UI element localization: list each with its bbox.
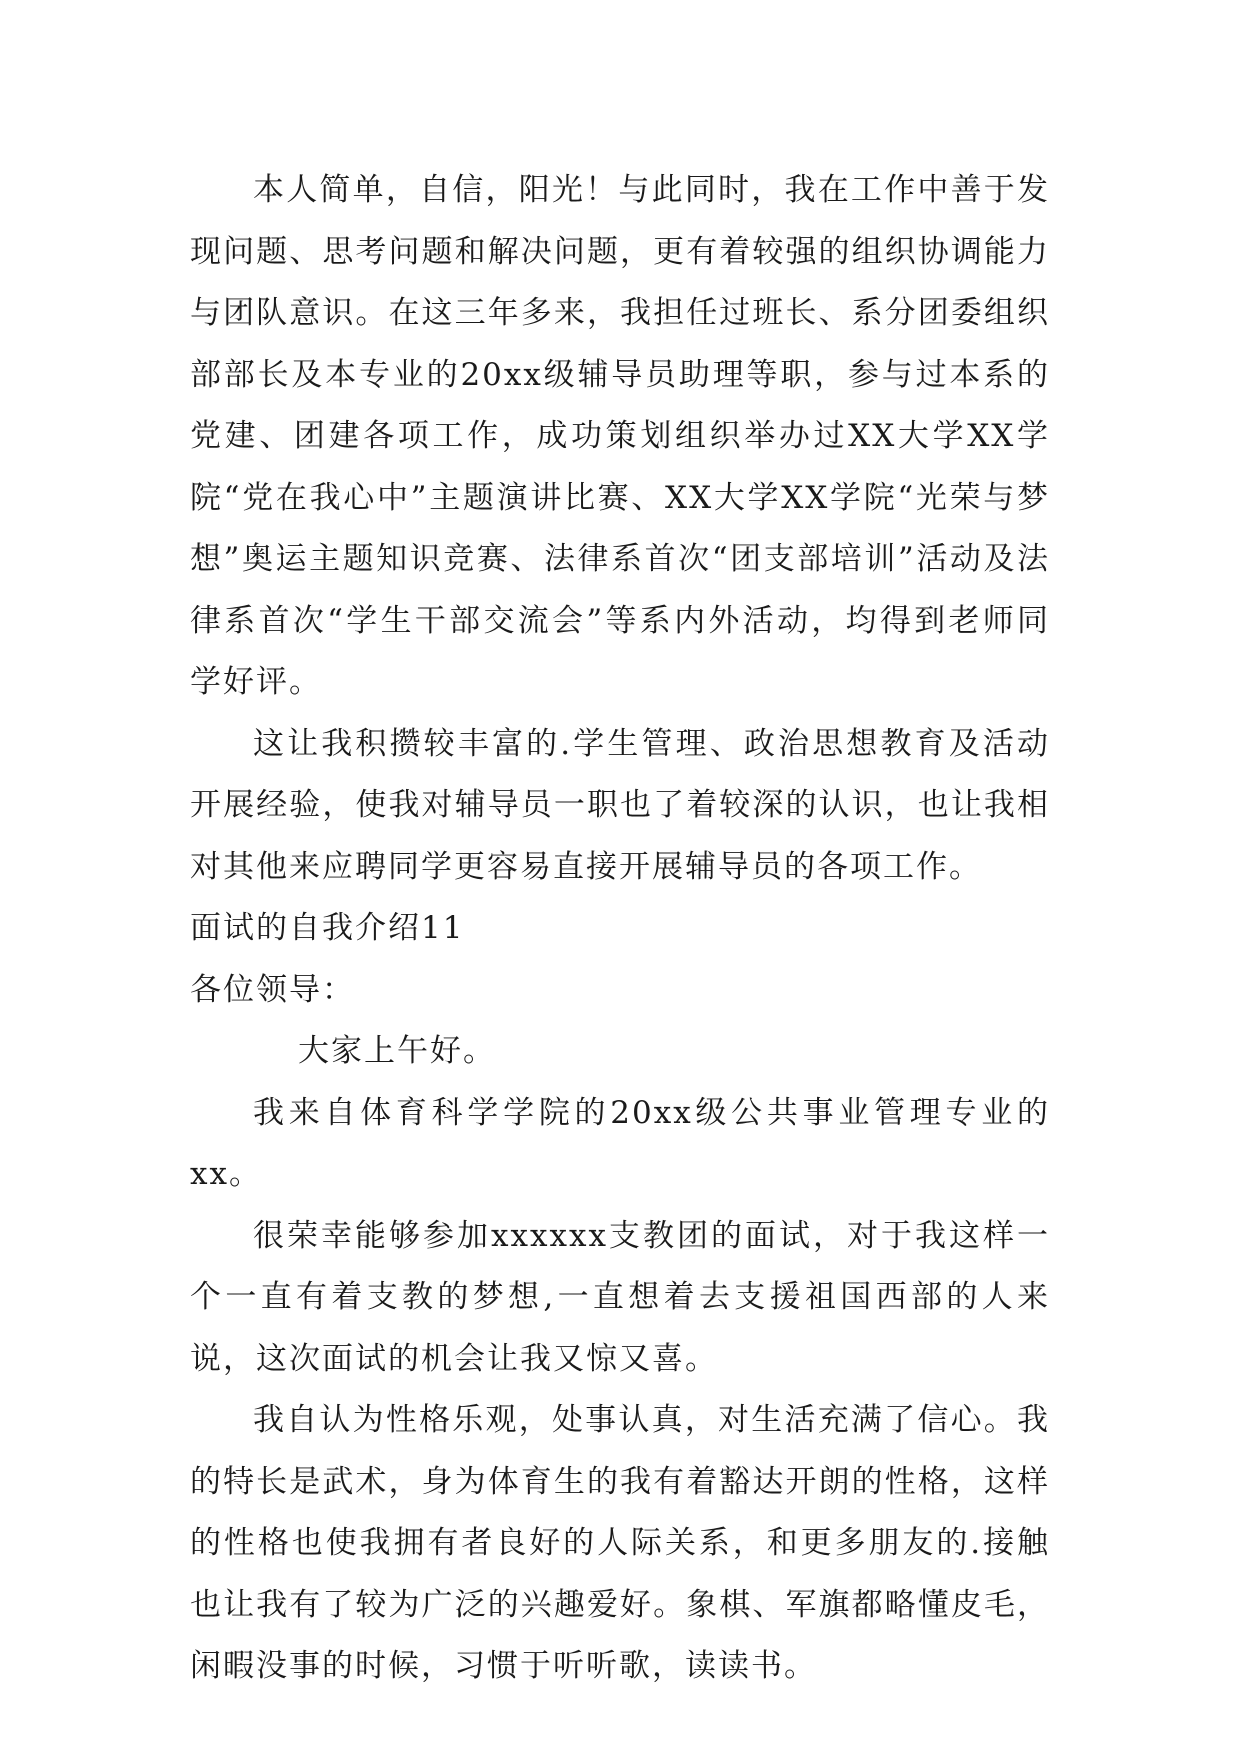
paragraph-self-description: 本人简单，自信，阳光！与此同时，我在工作中善于发现问题、思考问题和解决问题，更有着较强的组织协调能力与团队意识。在这三年多来，我担任过班长、系分团委组织部部长及本专业的20xx级辅导员助理等职，参与过本系的党建、团建各项工作，成功策划组织举办过XX大学XX学院“党在我心中”主题演讲比赛、XX大学XX学院“光荣与梦想”奥运主题知识竞赛、法律系首次“团支部培训”活动及法律系首次“学生干部交流会”等系内外活动，均得到老师同学好评。 [190,172,1050,700]
paragraph-motivation: 很荣幸能够参加xxxxxx支教团的面试，对于我这样一个一直有着支教的梦想,一直想着去支援祖国西部的人来说，这次面试的机会让我又惊又喜。 [190,1217,1050,1377]
section-title: 面试的自我介绍11 [190,910,465,946]
paragraph-origin: 我来自体育科学学院的20xx级公共事业管理专业的xx。 [190,1094,1050,1192]
salutation: 各位领导： [190,971,355,1008]
document-body [190,160,1050,1698]
paragraph-personality: 我自认为性格乐观，处事认真，对生活充满了信心。我的特长是武术，身为体育生的我有着豁达开朗的性格，这样的性格也使我拥有者良好的人际关系，和更多朋友的.接触也让我有了较为广泛的兴趣爱好。象棋、军旗都略懂皮毛，闲暇没事的时候，习惯于听听歌，读读书。 [190,1402,1050,1684]
paragraph-experience: 这让我积攒较丰富的.学生管理、政治思想教育及活动开展经验，使我对辅导员一职也了着较深的认识，也让我相对其他来应聘同学更容易直接开展辅导员的各项工作。 [190,725,1050,885]
greeting: 大家上午好。 [298,1033,496,1069]
